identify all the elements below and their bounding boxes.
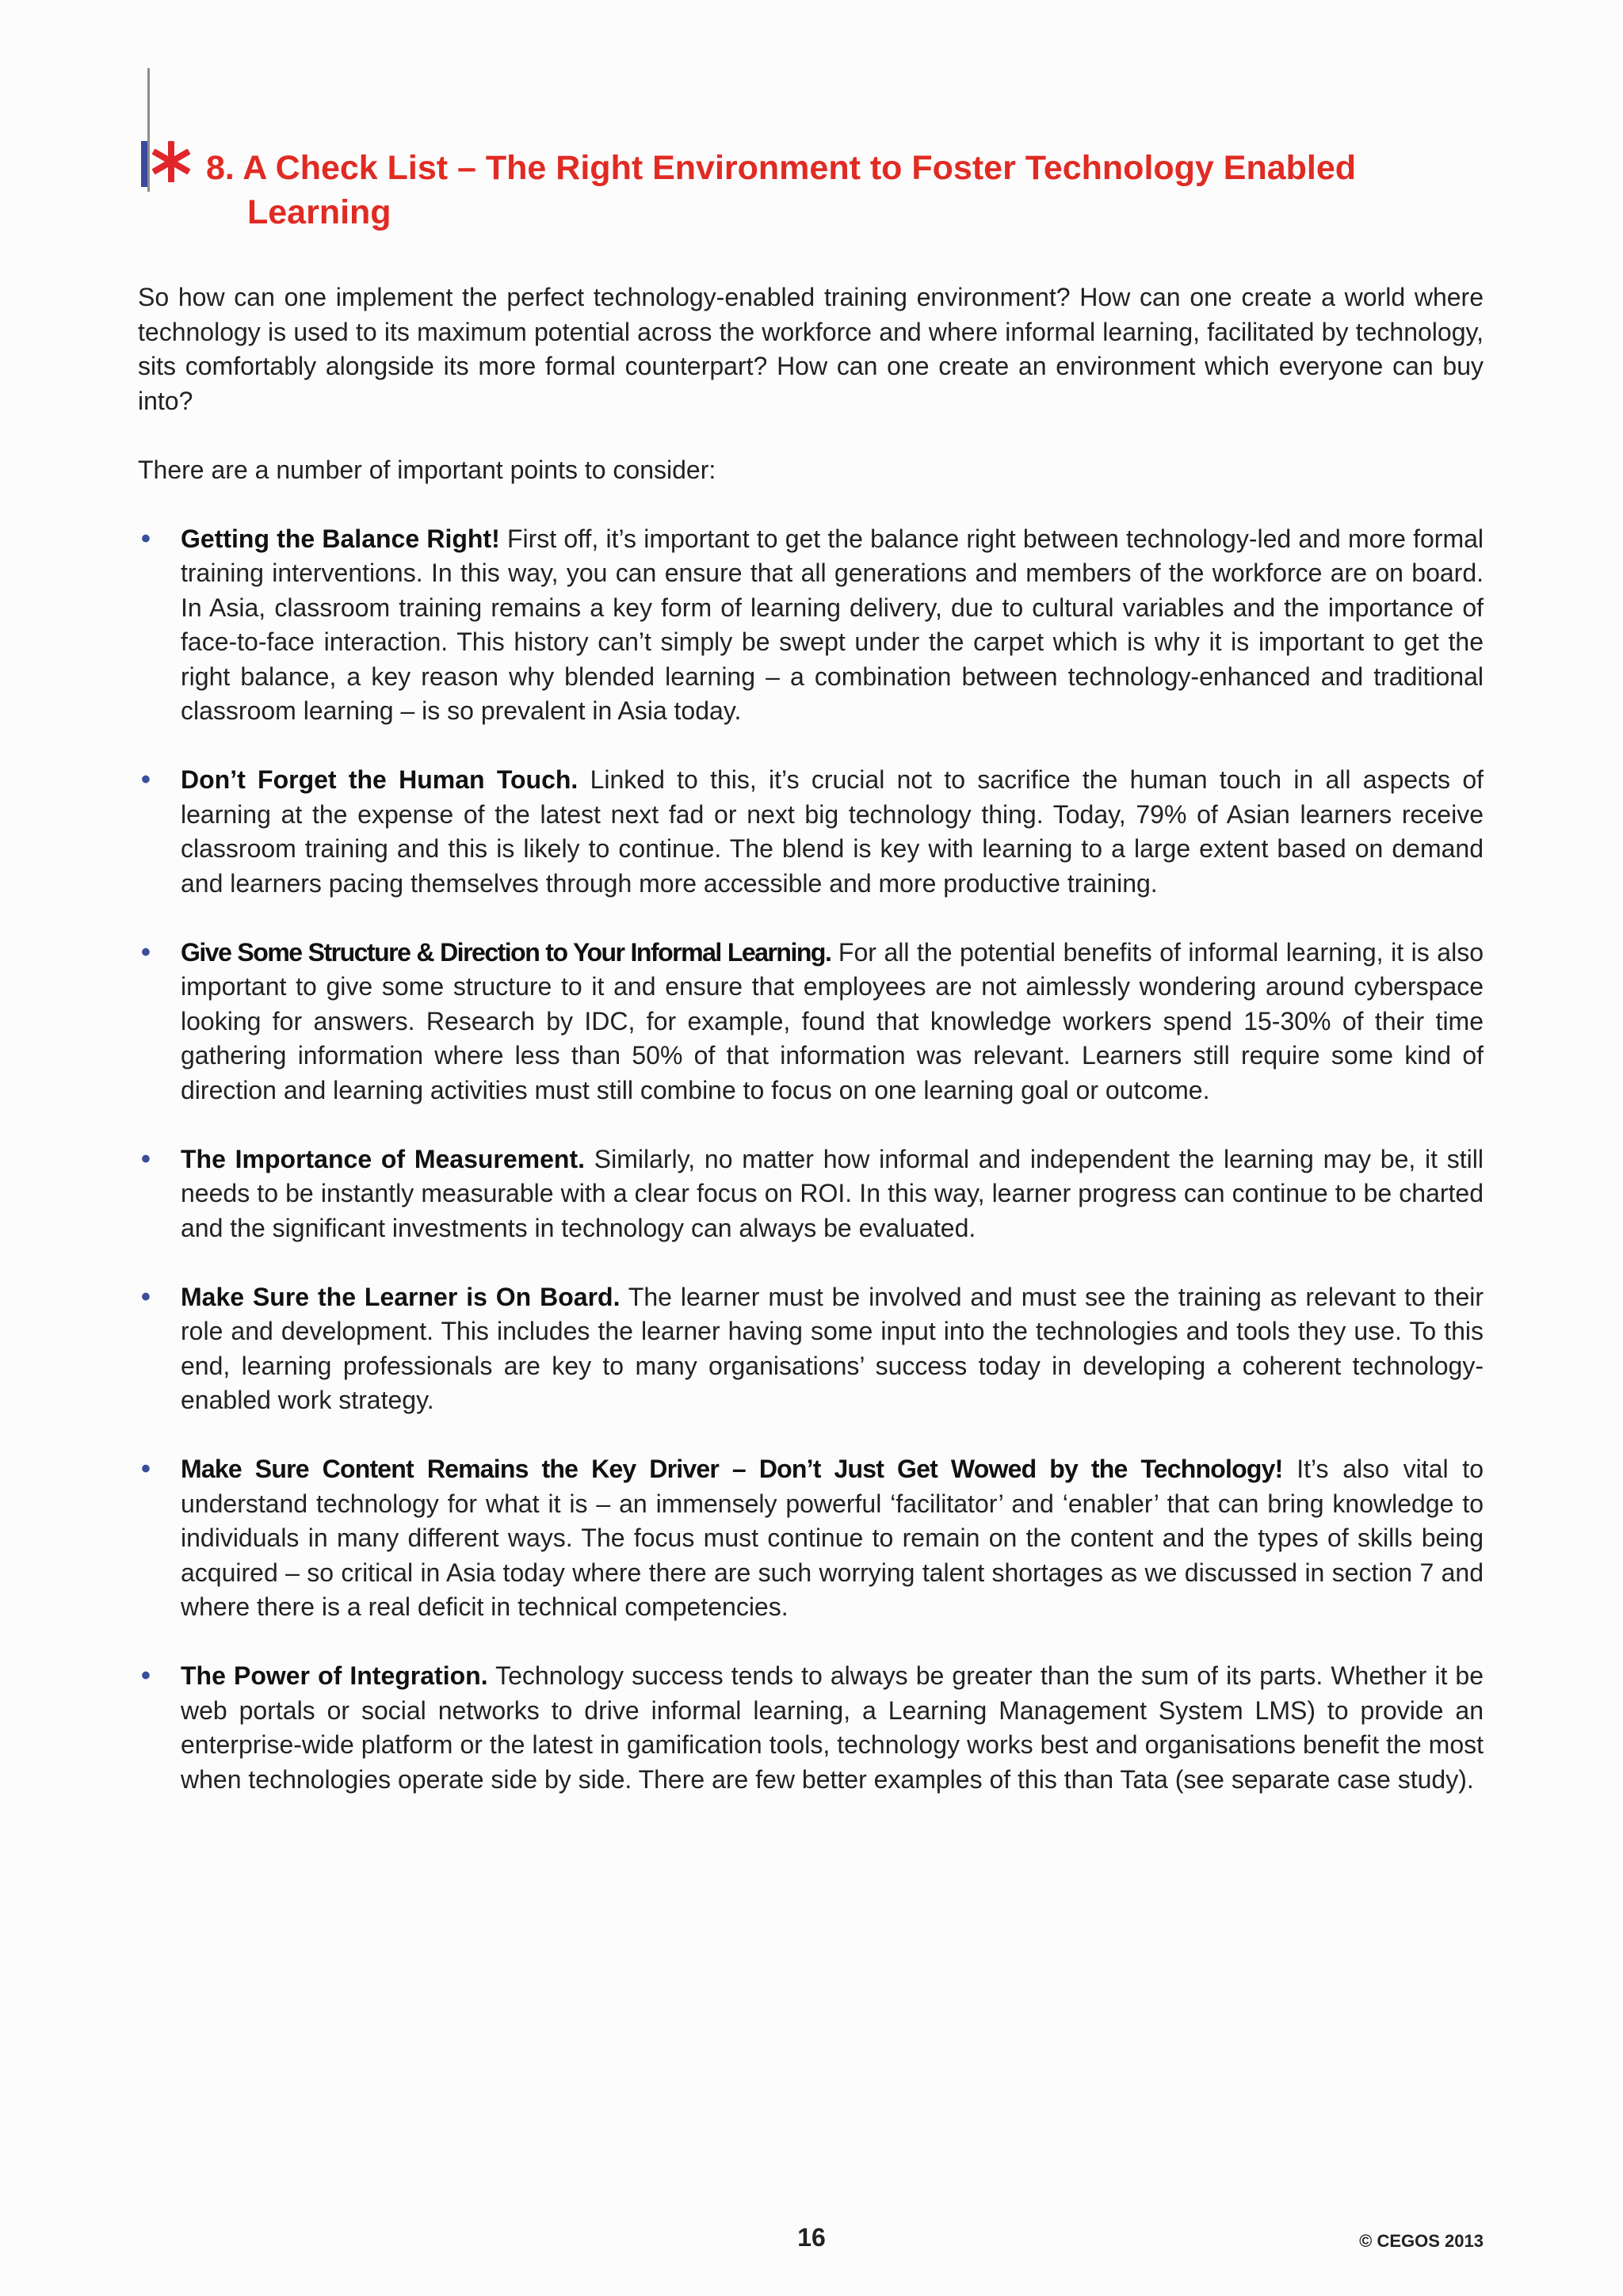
page-number: 16 <box>797 2223 826 2252</box>
checklist-item-text: For all the potential benefits of informal learning, it is also important to give some structure to it and ensure that employees are not aimlessly wondering around cyberspace looking for answers. Research by IDC, for example, found that knowledge workers spend 15-30% of their time gathering information where less than 50% of that information was relevant. Learners still require some kind of direction and learning activities must still combine to focus on one learning goal or outcome. <box>181 937 1484 1104</box>
checklist-item <box>138 1142 1484 1246</box>
checklist-item-heading: Give Some Structure & Direction to Your Informal Learning. <box>181 937 831 967</box>
intro-lead-in: There are a number of important points to consider: <box>138 455 716 484</box>
checklist-item-heading: Make Sure the Learner is On Board. <box>181 1282 621 1311</box>
cegos-asterisk-logo-icon <box>136 68 200 195</box>
checklist-item <box>138 1452 1484 1625</box>
copyright-notice: © CEGOS 2013 <box>1359 2231 1484 2251</box>
intro-paragraph: So how can one implement the perfect technology-enabled training environment? How can one create a world where technology is used to its maximum potential across the workforce and where informal learning, facilitated by technology, sits comfortably alongside its more formal counterpart? How can one create an environment which everyone can buy into? <box>138 283 1484 415</box>
bullet-icon: • <box>141 1454 151 1484</box>
bullet-icon: • <box>141 1143 151 1174</box>
section-title-line2: Learning <box>247 193 391 231</box>
checklist-item <box>138 1659 1484 1797</box>
checklist-item <box>138 936 1484 1108</box>
bullet-icon: • <box>141 1281 151 1312</box>
section-heading <box>206 146 1490 235</box>
checklist-item <box>138 763 1484 901</box>
checklist-item-text: First off, it’s important to get the balance right between technology-led and more formal training interventions. In this way, you can ensure that all generations and members of the workforce are on board. In Asia, classroom training remains a key form of learning delivery, due to cultural variables and the importance of face-to-face interaction. This history can’t simply be swept under the carpet which is why it is important to get the right balance, a key reason why blended learning – a combination between technology-enhanced and traditional classroom learning – is so prevalent in Asia today. <box>181 524 1484 725</box>
checklist-item-heading: Don’t Forget the Human Touch. <box>181 765 579 794</box>
checklist-item-heading: The Power of Integration. <box>181 1661 488 1690</box>
bullet-icon: • <box>141 936 151 967</box>
checklist-item <box>138 1280 1484 1418</box>
bullet-icon: • <box>141 765 151 795</box>
checklist-item-text: Technology success tends to always be greater than the sum of its parts. Whether it be web portals or social networks to drive informal learning, a Learning Management System LMS) to provide an enterprise-wide platform or the latest in gamification tools, technology works best and organisations benefit the most when technologies operate side by side. There are few better examples of this than Tata (see separate case study). <box>181 1661 1484 1794</box>
checklist-item-text: Linked to this, it’s crucial not to sacrifice the human touch in all aspects of learning at the expense of the latest next fad or next big technology thing. Today, 79% of Asian learners receive classroom training and this is likely to continue. The blend is key with learning to a large extent based on demand and learners pacing themselves through more accessible and more productive training. <box>181 765 1484 898</box>
checklist-item-text: It’s also vital to understand technology for what it is – an immensely powerful ‘facilitator’ and ‘enabler’ that can bring knowledge to individuals in many different ways. The focus must continue to remain on the content and the types of skills being acquired – so critical in Asia today where there are such worrying talent shortages as we discussed in section 7 and where there is a real deficit in technical competencies. <box>181 1455 1484 1621</box>
section-title-line1: A Check List – The Right Environment to Foster Technology Enabled <box>242 149 1357 187</box>
checklist-item-heading: The Importance of Measurement. <box>181 1144 586 1173</box>
body-content <box>138 280 1484 1832</box>
checklist-item-text: Similarly, no matter how informal and independent the learning may be, it still needs to be instantly measurable with a clear focus on ROI. In this way, learner progress can continue to be charted and the significant investments in technology can always be evaluated. <box>181 1144 1484 1242</box>
checklist-item-heading: Make Sure Content Remains the Key Driver – Don’t Just Get Wowed by the Technology! <box>181 1455 1283 1483</box>
bullet-icon: • <box>141 523 151 554</box>
checklist-item-heading: Getting the Balance Right! <box>181 524 500 553</box>
bullet-icon: • <box>141 1661 151 1691</box>
section-number: 8. <box>206 149 235 187</box>
checklist-item-text: The learner must be involved and must see the training as relevant to their role and development. This includes the learner having some input into the technologies and tools they use. To this end, learning professionals are key to many organisations’ success today in developing a coherent technology-enabled work strategy. <box>181 1282 1484 1414</box>
checklist <box>138 522 1484 1798</box>
checklist-item <box>138 522 1484 729</box>
